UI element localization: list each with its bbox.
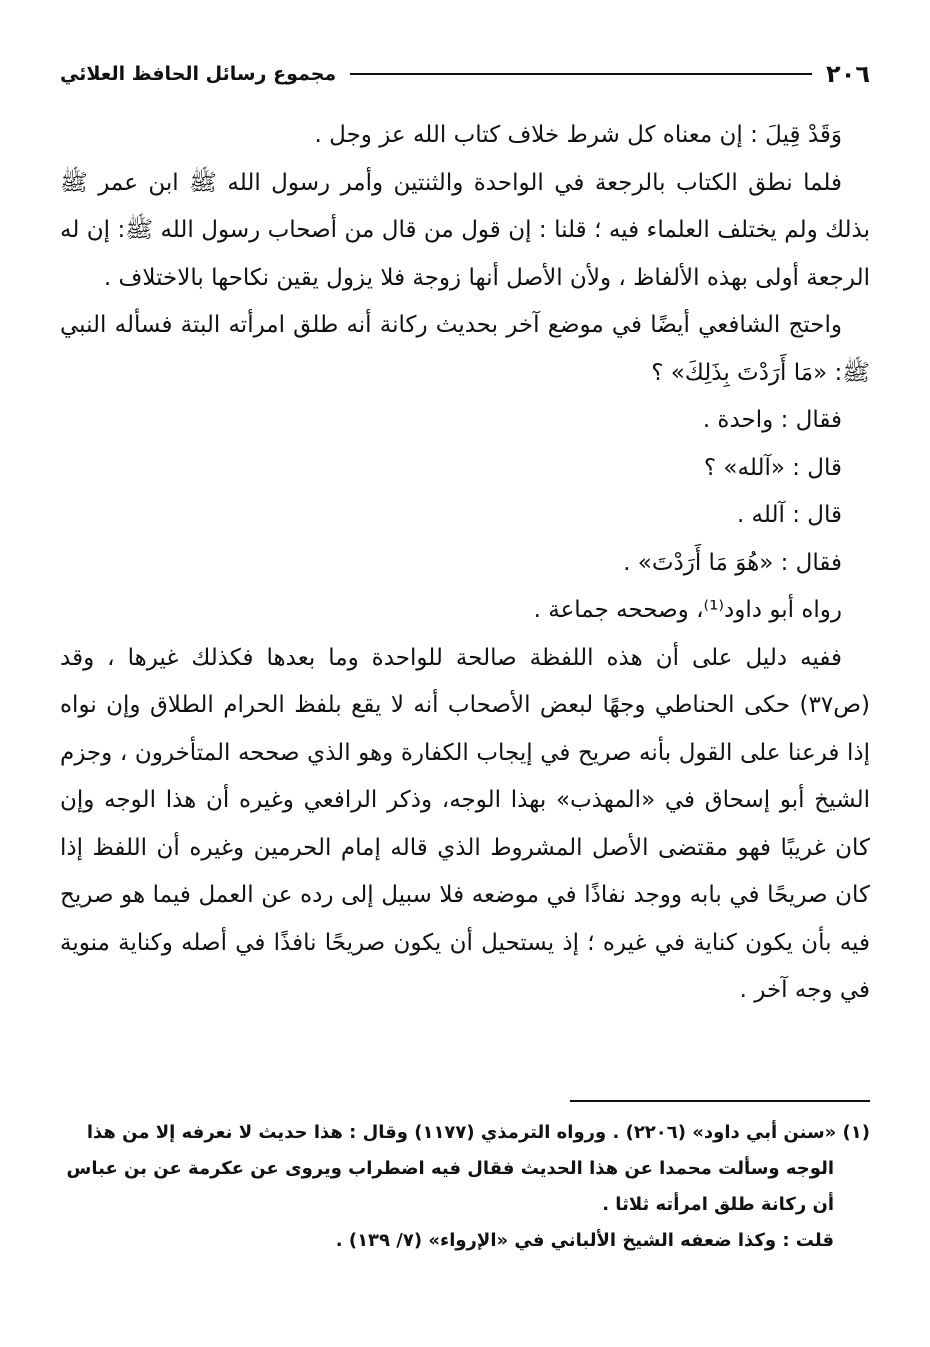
running-header [60,54,870,94]
footnote-1-line-4: قلت : وكذا ضعفه الشيخ الألباني في «الإرواء» (٧/ ١٣٩) . [335,1230,834,1251]
dialogue-line-3: قال : آلله . [736,502,842,528]
page-number: ٢٠٦ [826,60,870,88]
footnote-separator [570,1100,870,1102]
footnote-1-line-3: أن ركانة طلق امرأته ثلاثا . [602,1194,834,1215]
footnote-1-line-1: (١) «سنن أبي داود» (٢٢٠٦) . ورواه الترمذي (١١٧٧) وقال : هذا حديث لا نعرفه إلا من هذا [86,1122,870,1143]
footnote-1-line-2: الوجه وسألت محمدا عن هذا الحديث فقال فيه اضطراب ويروى عن عكرمة عن بن عباس [66,1158,834,1179]
main-text [60,112,870,1015]
paragraph-2: فلما نطق الكتاب بالرجعة في الواحدة والثنتين وأمر رسول الله ﷺ ابن عمر ﷺ بذلك ولم يختلف العلماء فيه ؛ قلنا : إن قول من قال من أصحاب رسول الله ﷺ: إن له الرجعة أولى بهذه الألفاظ ، ولأن الأصل أنها زوجة فلا يزول يقين نكاحها بالاختلاف . [60,169,870,291]
hadith-source-line: رواه أبو داود⁽¹⁾، وصححه جماعة . [533,597,842,623]
paragraph-1: وَقَدْ قِيلَ : إن معناه كل شرط خلاف كتاب الله عز وجل . [314,122,842,148]
paragraph-4: ففيه دليل على أن هذه اللفظة صالحة للواحدة وما بعدها فكذلك غيرها ، وقد (ص٣٧) حكى الحناطي وجهًا لبعض الأصحاب أنه لا يقع بلفظ الحرام الطلاق وإن نواه إذا فرعنا على القول بأنه صريح في إيجاب الكفارة وهو الذي صححه المتأخرون ، وجزم الشيخ أبو إسحاق في «المهذب» بهذا الوجه، وذكر الرافعي وغيره أن هذا الوجه وإن كان غريبًا فهو مقتضى الأصل المشروط الذي قاله إمام الحرمين وغيره أن اللفظ إذا كان صريحًا في بابه ووجد نفاذًا في موضعه فلا سبيل إلى رده عن العمل فيما هو صريح فيه بأن يكون كناية في غيره ؛ إذ يستحيل أن يكون صريحًا نافذًا في أصله وكناية منوية في وجه آخر . [60,644,870,1003]
book-title: مجموع رسائل الحافظ العلائي [60,63,337,85]
dialogue-line-4: فقال : «هُوَ مَا أَرَدْتَ» . [623,549,842,576]
footnotes [60,1115,870,1259]
dialogue-line-1: فقال : واحدة . [702,407,842,433]
paragraph-3: واحتج الشافعي أيضًا في موضع آخر بحديث ركانة أنه طلق امرأته البتة فسأله النبي ﷺ: «مَا أَرَدْتَ بِذَلِكَ» ؟ [60,312,870,386]
dialogue-line-2: قال : «آلله» ؟ [703,454,842,481]
book-page [60,40,870,1320]
header-rule [350,73,812,75]
